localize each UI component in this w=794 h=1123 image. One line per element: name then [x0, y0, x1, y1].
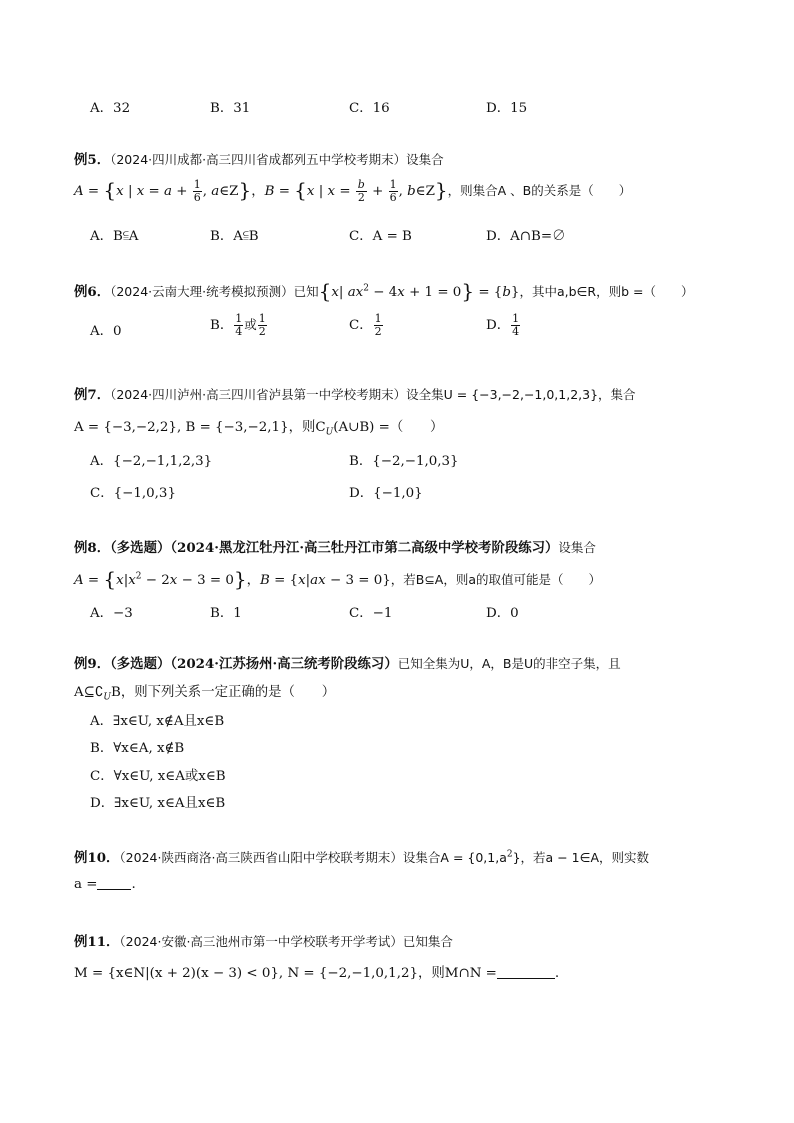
q5-option-d: D．A∩B=∅ [486, 229, 566, 244]
q8-option-b: B．1 [210, 606, 242, 621]
q9-label: 例9．（多选题）（2024·江苏扬州·高三统考阶段练习） [74, 656, 398, 672]
q8-option-d: D．0 [486, 606, 519, 621]
q11-label: 例11． [74, 934, 120, 950]
q6-stem [74, 279, 693, 303]
q5-stem-line1 [74, 149, 444, 168]
q5-set-a: A = {x | x = a + $\frac{1}{6}$ , a∈Z} [74, 178, 252, 204]
q11-answer-blank[interactable] [497, 966, 555, 979]
q8-option-a: A．−3 [90, 606, 133, 621]
q9-option-d: D．∃x∈U, x∈A且x∈B [90, 796, 226, 811]
q5-label: 例5． [74, 152, 111, 168]
q4-option-a: A．32 [90, 101, 131, 116]
q7-option-c: C．{−1,0,3} [90, 486, 176, 501]
q6-option-c: C． $\frac{1}{2}$ [349, 312, 382, 338]
q10-label: 例10． [74, 850, 120, 866]
q9-stem-line1 [74, 653, 621, 672]
q6-source: （2024·云南大理·统考模拟预测）已知 [110, 284, 319, 299]
q4-option-b: B．31 [210, 101, 251, 116]
q5-stem-line2: A = {x | x = a + $\frac{1}{6}$ , a∈Z}，B = {x | x = $\frac{b}{2}$ + $\frac{1}{6}$ , b∈Z}，则集合A 、B的关系是（ ） [74, 178, 632, 204]
q5-tail: ，则集合A 、B的关系是（ ） [447, 183, 632, 198]
q8-tail: ，若B⊆A，则a的取值可能是（ ） [390, 572, 602, 587]
q9-condition: A⊆∁ [74, 685, 104, 700]
q11-sets: M = {x∈N|(x + 2)(x − 3) < 0}, N = {−2,−1,0,1,2}，则M∩N = [74, 966, 497, 981]
q6-option-a: A．0 [90, 324, 122, 339]
q5-option-c: C．A = B [349, 229, 412, 244]
q7-stem-line2: A = {−3,−2,2}, B = {−3,−2,1}，则$C_U(A\cup B)$ =（ ） [74, 420, 444, 438]
q9-stem-line2: $A⊆∁_UB$，则下列关系一定正确的是（ ） [74, 685, 336, 703]
q7-label: 例7． [74, 387, 111, 403]
q7-sets: A = {−3,−2,2}, B = {−3,−2,1}，则C [74, 420, 326, 435]
q5-option-b: B．A⫅B [210, 229, 259, 244]
q9-source: 已知全集为U，A，B是U的非空子集，且 [397, 656, 621, 671]
q10-stem-line1: 例10．（2024·陕西商洛·高三陕西省山阳中学校联考期末）设集合$A = \{0,1,a^2\}$，若a − 1∈A，则实数 [74, 849, 650, 866]
q8-stem-line2 [74, 567, 601, 591]
q11-source: （2024·安徽·高三池州市第一中学校联考开学考试）已知集合 [119, 934, 453, 949]
q5-source: （2024·四川成都·高三四川省成都列五中学校考期末）设集合 [110, 152, 444, 167]
q6-option-b: B． $\frac{1}{4}$ 或 $\frac{1}{2}$ [210, 312, 266, 338]
q7-stem-line1 [74, 384, 636, 403]
q9-option-b: B．∀x∈A, x∉B [90, 741, 185, 756]
q8-sets: $A = \{x|x^2 - 2x - 3 = 0\}$，B = {x|ax − 3 = 0} [74, 567, 391, 591]
q7-option-b: B．{−2,−1,0,3} [349, 454, 459, 469]
q7-source: （2024·四川泸州·高三四川省泸县第一中学校考期末）设全集U = {−3,−2,−1,0,1,2,3}，集合 [110, 387, 636, 402]
q6-tail: ，其中a,b∈R，则b =（ ） [519, 284, 694, 299]
q8-option-c: C．−1 [349, 606, 393, 621]
q4-option-c: C．16 [349, 101, 390, 116]
q10-tail: }，若a − 1∈A，则实数 [512, 850, 650, 865]
q8-stem-line1 [74, 537, 596, 556]
q10-source: （2024·陕西商洛·高三陕西省山阳中学校联考期末）设集合A = {0,1,a [119, 850, 507, 865]
q7-complement: (A∪B) =（ ） [333, 420, 444, 435]
q6-label: 例6． [74, 284, 111, 300]
q5-set-b: B = {x | x = $\frac{b}{2}$ + $\frac{1}{6}$ , b∈Z} [264, 178, 448, 204]
q9-option-c: C．∀x∈U, x∈A或x∈B [90, 769, 226, 784]
q10-answer-blank[interactable] [97, 877, 131, 890]
q9-question: B，则下列关系一定正确的是（ ） [111, 685, 336, 700]
q8-label: 例8．（多选题）（2024·黑龙江牡丹江·高三牡丹江市第二高级中学校考阶段练习） [74, 540, 559, 556]
q10-stem-line2: a = . [74, 877, 136, 892]
q6-option-d: D． $\frac{1}{4}$ [486, 312, 520, 338]
q11-stem-line1 [74, 931, 453, 950]
q4-option-d: D．15 [486, 101, 528, 116]
q11-stem-line2: M = {x∈N|(x + 2)(x − 3) < 0}, N = {−2,−1,0,1,2}，则M∩N = . [74, 966, 560, 981]
q7-option-a: A．{−2,−1,1,2,3} [90, 454, 213, 469]
q6-set-expr: {x| $ax^2 - 4x + 1 = 0\} = \{b\}$ [318, 279, 520, 303]
q7-option-d: D．{−1,0} [349, 486, 423, 501]
q9-option-a: A．∃x∈U, x∉A且x∈B [90, 714, 225, 729]
q8-source: 设集合 [558, 540, 596, 555]
q5-option-a: A．B⫅A [90, 229, 139, 244]
